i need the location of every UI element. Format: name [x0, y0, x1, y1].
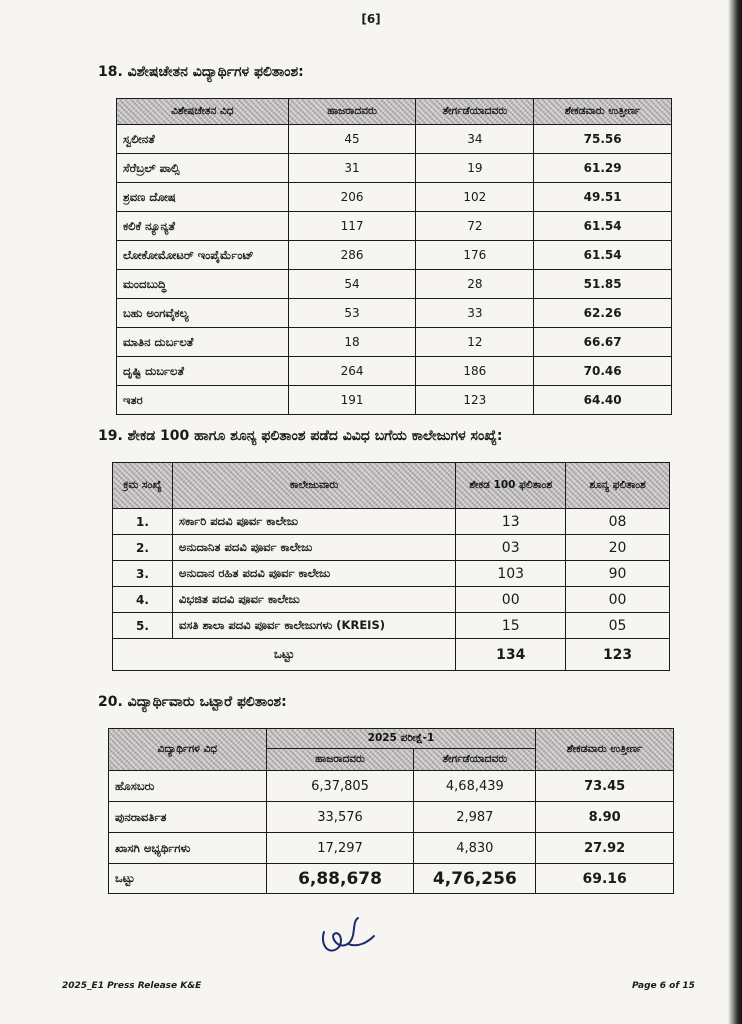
cell-percent: 62.26: [534, 299, 672, 328]
cell-percent: 75.56: [534, 125, 672, 154]
cell-appeared: 264: [288, 357, 416, 386]
cell-serial: 2.: [113, 535, 173, 561]
cell-passed: 176: [416, 241, 534, 270]
table-row: [117, 154, 672, 183]
cell-passed: 4,68,439: [414, 771, 536, 802]
cell-percent: 73.45: [536, 771, 674, 802]
cell-percent: 61.29: [534, 154, 672, 183]
cell-appeared: 54: [288, 270, 416, 299]
cell-passed: 186: [416, 357, 534, 386]
column-header-hundred: ಶೇಕಡ 100 ಫಲಿತಾಂಶ: [456, 463, 566, 509]
cell-passed: 2,987: [414, 802, 536, 833]
cell-serial: 5.: [113, 613, 173, 639]
cell-appeared: 117: [288, 212, 416, 241]
cell-serial: 1.: [113, 509, 173, 535]
cell-disability-type: ಇತರ: [117, 386, 289, 415]
cell-zero-result: 00: [566, 587, 670, 613]
table-row: [117, 183, 672, 212]
page-number: [6]: [361, 12, 381, 26]
cell-percent: 27.92: [536, 833, 674, 864]
cell-passed: 28: [416, 270, 534, 299]
column-header-exam: 2025 ಪರೀಕ್ಷೆ-1: [266, 729, 536, 749]
cell-student-type: ಖಾಸಗಿ ಅಭ್ಯರ್ಥಿಗಳು: [109, 833, 267, 864]
cell-appeared: 6,37,805: [266, 771, 414, 802]
cell-disability-type: ಮಾತಿನ ದುರ್ಬಲತೆ: [117, 328, 289, 357]
section-20-table: [108, 728, 674, 894]
total-hundred: 134: [456, 639, 566, 671]
total-label: ಒಟ್ಟು: [113, 639, 456, 671]
cell-appeared: 17,297: [266, 833, 414, 864]
table-header-row: [117, 99, 672, 125]
table-row: [117, 386, 672, 415]
column-header-appeared: ಹಾಜರಾದವರು: [288, 99, 416, 125]
cell-passed: 19: [416, 154, 534, 183]
column-header-type: ವಿಶೇಷಚೇತನ ವಿಧ: [117, 99, 289, 125]
cell-passed: 102: [416, 183, 534, 212]
footer-document-name: 2025_E1 Press Release K&E: [62, 981, 202, 991]
table-row: [113, 587, 670, 613]
column-header-serial: ಕ್ರಮ ಸಂಖ್ಯೆ: [113, 463, 173, 509]
cell-appeared: 286: [288, 241, 416, 270]
cell-passed: 123: [416, 386, 534, 415]
cell-student-type: ಹೊಸಬರು: [109, 771, 267, 802]
table-total-row: [109, 864, 674, 894]
section-20-title: 20. ವಿದ್ಯಾರ್ಥಿವಾರು ಒಟ್ಟಾರೆ ಫಲಿತಾಂಶ:: [98, 694, 287, 710]
section-19-table: [112, 462, 670, 671]
total-appeared: 6,88,678: [266, 864, 414, 894]
section-19-title: 19. ಶೇಕಡ 100 ಹಾಗೂ ಶೂನ್ಯ ಫಲಿತಾಂಶ ಪಡೆದ ವಿವಿಧ ಬಗೆಯ ಕಾಲೇಜುಗಳ ಸಂಖ್ಯೆ:: [98, 428, 503, 444]
cell-hundred-percent: 00: [456, 587, 566, 613]
cell-appeared: 31: [288, 154, 416, 183]
table-row: [113, 561, 670, 587]
table-row: [113, 535, 670, 561]
cell-hundred-percent: 103: [456, 561, 566, 587]
handwritten-signature-icon: [318, 912, 378, 962]
cell-hundred-percent: 15: [456, 613, 566, 639]
cell-college-type: ಅನುದಾನ ರಹಿತ ಪದವಿ ಪೂರ್ವ ಕಾಲೇಜು: [172, 561, 455, 587]
column-header-student-type: ವಿದ್ಯಾರ್ಥಿಗಳ ವಿಧ: [109, 729, 267, 771]
cell-serial: 3.: [113, 561, 173, 587]
table-total-row: [113, 639, 670, 671]
footer-page-count: Page 6 of 15: [632, 981, 695, 991]
cell-serial: 4.: [113, 587, 173, 613]
cell-percent: 51.85: [534, 270, 672, 299]
cell-percent: 70.46: [534, 357, 672, 386]
cell-percent: 49.51: [534, 183, 672, 212]
table-row: [117, 299, 672, 328]
cell-disability-type: ಕಲಿಕೆ ನ್ಯೂನ್ಯತೆ: [117, 212, 289, 241]
cell-hundred-percent: 13: [456, 509, 566, 535]
total-passed: 4,76,256: [414, 864, 536, 894]
cell-hundred-percent: 03: [456, 535, 566, 561]
cell-percent: 61.54: [534, 212, 672, 241]
cell-passed: 4,830: [414, 833, 536, 864]
cell-disability-type: ದೃಷ್ಟಿ ದುರ್ಬಲತೆ: [117, 357, 289, 386]
table-header-row: [109, 729, 674, 749]
table-row: [117, 357, 672, 386]
table-row: [117, 328, 672, 357]
cell-passed: 33: [416, 299, 534, 328]
cell-passed: 12: [416, 328, 534, 357]
cell-zero-result: 08: [566, 509, 670, 535]
page-edge-shadow: [728, 0, 742, 1024]
column-header-passed: ತೇರ್ಗಡೆಯಾದವರು: [416, 99, 534, 125]
table-row: [113, 613, 670, 639]
cell-percent: 66.67: [534, 328, 672, 357]
cell-disability-type: ಬಹು ಅಂಗವೈಕಲ್ಯ: [117, 299, 289, 328]
table-row: [109, 802, 674, 833]
table-row: [117, 212, 672, 241]
cell-college-type: ಅನುದಾನಿತ ಪದವಿ ಪೂರ್ವ ಕಾಲೇಜು: [172, 535, 455, 561]
table-row: [117, 125, 672, 154]
cell-disability-type: ಲೋಕೋಮೋಟರ್ ಇಂಪೈರ್ಮೆಂಟ್: [117, 241, 289, 270]
cell-college-type: ವಸತಿ ಶಾಲಾ ಪದವಿ ಪೂರ್ವ ಕಾಲೇಜುಗಳು (KREIS): [172, 613, 455, 639]
cell-student-type: ಪುನರಾವರ್ತಿತ: [109, 802, 267, 833]
cell-appeared: 18: [288, 328, 416, 357]
cell-appeared: 33,576: [266, 802, 414, 833]
cell-appeared: 206: [288, 183, 416, 212]
cell-disability-type: ಸ್ವಲೀನತೆ: [117, 125, 289, 154]
cell-passed: 34: [416, 125, 534, 154]
cell-appeared: 191: [288, 386, 416, 415]
section-18-title: 18. ವಿಶೇಷಚೇತನ ವಿದ್ಯಾರ್ಥಿಗಳ ಫಲಿತಾಂಶ:: [98, 64, 304, 80]
cell-zero-result: 90: [566, 561, 670, 587]
cell-passed: 72: [416, 212, 534, 241]
cell-disability-type: ಶ್ರವಣ ದೋಷ: [117, 183, 289, 212]
table-row: [109, 771, 674, 802]
cell-disability-type: ಮಂದಬುದ್ಧಿ: [117, 270, 289, 299]
total-label: ಒಟ್ಟು: [109, 864, 267, 894]
column-header-percent: ಶೇಕಡವಾರು ಉತ್ತೀರ್ಣ: [534, 99, 672, 125]
table-row: [117, 241, 672, 270]
cell-college-type: ವಿಭಜಿತ ಪದವಿ ಪೂರ್ವ ಕಾಲೇಜು: [172, 587, 455, 613]
column-header-percent: ಶೇಕಡವಾರು ಉತ್ತೀರ್ಣ: [536, 729, 674, 771]
cell-zero-result: 05: [566, 613, 670, 639]
total-percent: 69.16: [536, 864, 674, 894]
cell-college-type: ಸರ್ಕಾರಿ ಪದವಿ ಪೂರ್ವ ಕಾಲೇಜು: [172, 509, 455, 535]
column-header-college: ಕಾಲೇಜುವಾರು: [172, 463, 455, 509]
table-row: [109, 833, 674, 864]
cell-appeared: 45: [288, 125, 416, 154]
table-row: [113, 509, 670, 535]
cell-zero-result: 20: [566, 535, 670, 561]
cell-percent: 64.40: [534, 386, 672, 415]
cell-disability-type: ಸೆರೆಬ್ರಲ್ ಪಾಲ್ಸಿ: [117, 154, 289, 183]
column-header-zero: ಶೂನ್ಯ ಫಲಿತಾಂಶ: [566, 463, 670, 509]
total-zero: 123: [566, 639, 670, 671]
table-row: [117, 270, 672, 299]
column-header-appeared: ಹಾಜರಾದವರು: [266, 749, 414, 771]
section-18-table: [116, 98, 672, 415]
table-header-row: [113, 463, 670, 509]
column-header-passed: ತೇರ್ಗಡೆಯಾದವರು: [414, 749, 536, 771]
cell-percent: 8.90: [536, 802, 674, 833]
cell-appeared: 53: [288, 299, 416, 328]
cell-percent: 61.54: [534, 241, 672, 270]
